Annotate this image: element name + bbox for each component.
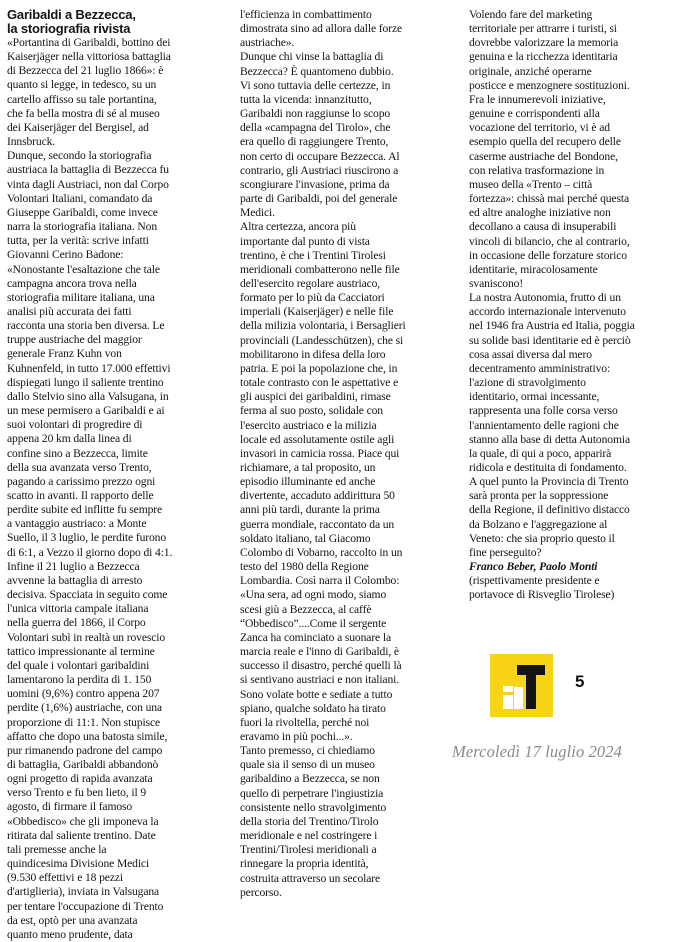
article-text-line: dimostrata sino ad allora dalle forze [240, 22, 402, 36]
article-text-line: era quello di raggiungere Trento, [240, 135, 389, 149]
article-text-line: per tentare l'occupazione di Trento [7, 899, 164, 913]
article-text-line: La nostra Autonomia, frutto di un [469, 291, 621, 305]
article-text-line: proporzione di 11:1. Non stupisce [7, 715, 161, 729]
article-text-line: l'unica vittoria campale italiana [7, 602, 149, 616]
logo-i-dot [503, 686, 513, 692]
article-text-line: (9.530 effettivi e 18 pezzi [7, 871, 123, 885]
article-column-1 [7, 8, 230, 942]
article-text-line: stanno alla base di detta Autonomia [469, 432, 630, 446]
article-text-line: della Regione, il definitivo distacco [469, 503, 630, 517]
article-text-line: a vantaggio austriaco: a Monte [7, 517, 147, 531]
article-text-line: A quel punto la Provincia di Trento [469, 475, 629, 489]
article-text-line: quanto meno prudente, data [7, 927, 133, 941]
article-text-line: Medici. [240, 206, 275, 220]
article-column-1-text [7, 36, 230, 942]
article-text-line: museo della «Trento – città [469, 177, 593, 191]
article-text-line: ritirata dal saliente trentino. Date [7, 828, 156, 842]
article-text-line: ogni progetto di rapida avanzata [7, 772, 153, 786]
article-text-line: Trentini/Tirolesi meridionali a [240, 843, 377, 857]
article-text-line: garibaldino a Bezzecca, se non [240, 772, 380, 786]
article-text-line: Giovanni Cerino Badone: [7, 248, 124, 262]
article-text-line: consistente nello stravolgimento [240, 800, 387, 814]
article-text-line: agosto, di firmare il famoso [7, 800, 133, 814]
article-text-line: pur rimanendo padrone del campo [7, 743, 163, 757]
article-text-line: soldato italiano, tal Giacomo [240, 531, 371, 545]
article-text-line: quale sia il senso di un museo [240, 758, 375, 772]
article-text-line: verso Trento e fu ben lieto, il 9 [7, 786, 147, 800]
article-text-line: posticce e menzognere sostituzioni. [469, 78, 630, 92]
article-text-line: dell'esercito regolare austriaco, [240, 276, 381, 290]
article-text-line: tali premesse anche la [7, 842, 107, 856]
article-text-line: gli auspici dei garibaldini, rimase [240, 390, 391, 404]
article-text-line: eravamo in più pochi...». [240, 729, 353, 743]
article-text-line: con relativa trasformazione in [469, 163, 605, 177]
article-text-line: svaniscono! [469, 276, 524, 290]
article-text-line: Veneto: che sia proprio questo il [469, 531, 615, 545]
article-text-line: genuine e corrispondenti alla [469, 107, 600, 121]
article-text-line: analisi più accurata dei fatti [7, 304, 132, 318]
logo-t-bar [517, 665, 545, 675]
article-text-line: non certo di occupare Bezzecca. Al [240, 149, 400, 163]
article-text-line: di Bezzecca del 21 luglio 1866»: è [7, 64, 164, 78]
article-text-line: testo del 1980 della Regione [240, 560, 369, 574]
article-text-line: l'azione di stravolgimento [469, 376, 586, 390]
article-text-line: invasori in camicia rossa. Piace qui [240, 446, 400, 460]
article-column-2 [240, 8, 458, 900]
article-text-line: vincoli di bilancio, che al contrario, [469, 234, 630, 248]
article-text-line: meridionali combatterono nelle file [240, 262, 400, 276]
article-text-line: su solide basi identitarie ed è perciò [469, 333, 631, 347]
article-title [7, 8, 230, 36]
article-signature: Franco Beber, Paolo Monti [469, 560, 598, 574]
article-text-line: tutta la vicenda: innanzitutto, [240, 92, 372, 106]
article-column-2-text [240, 8, 458, 900]
article-text-line: parte di Garibaldi, poi del generale [240, 192, 398, 206]
article-text-line: cartello affisso su tale portantina, [7, 92, 157, 106]
article-text-line: importante dal punto di vista [240, 234, 370, 248]
article-text-line: avvenne la battaglia di arresto [7, 573, 143, 587]
article-text-line: lamentarono la perdita di 1. 150 [7, 673, 152, 687]
article-text-line: provinciali (Landesschützen), che si [240, 333, 404, 347]
article-text-line: quello di perpetrare l'ingiustizia [240, 786, 384, 800]
article-text-line: formato per lo più da Cacciatori [240, 291, 385, 305]
article-text-line: «Una sera, ad ogni modo, siamo [240, 588, 387, 602]
article-text-line: guerra mondiale, raccontato da un [240, 517, 395, 531]
article-text-line: dei Kaiserjäger del Bergisel, ad [7, 120, 149, 134]
article-text-line: fortezza»: chissà mai perché questa [469, 192, 629, 206]
article-text-line: perdite (1,6%) austriache, con una [7, 701, 162, 715]
article-text-line: truppe austriache del maggior [7, 333, 142, 347]
article-text-line: imperiali (Kaiserjäger) e nelle file [240, 305, 394, 319]
logo-t-stem [526, 675, 536, 709]
article-text-line: decentramento amministrativo: [469, 361, 611, 375]
logo-l-stem [514, 687, 523, 709]
article-text-line: l'esercito austriaco e la milizia [240, 418, 377, 432]
article-text-line: suoi volontari di progredire di [7, 418, 143, 432]
article-text-line: esempio quella del recupero delle [469, 135, 621, 149]
article-text-line: perdite subite ed inflitte fu sempre [7, 503, 163, 517]
article-text-line: l'annientamento delle ragioni che [469, 418, 619, 432]
article-text-line: accordo internazionale intervenuto [469, 305, 626, 319]
article-text-line: l'efficienza in combattimento [240, 8, 372, 21]
article-text-line: trentino, è che i Trentini Tirolesi [240, 248, 386, 262]
article-text-line: nella guerra del 1866, il Corpo [7, 616, 146, 630]
article-text-line: scesi giù a Bezzecca, al caffè [240, 602, 372, 616]
article-text-line: un mese permisero a Garibaldi e ai [7, 404, 165, 418]
article-text-line: caserme austriache del Bondone, [469, 149, 618, 163]
article-text-line: affatto che dopo una batosta simile, [7, 729, 168, 743]
article-text-line: richiamare, a tal proposito, un [240, 461, 376, 474]
article-text-line: Garibaldi non raggiunse lo scopo [240, 107, 391, 121]
article-text-line: Volendo fare del marketing [469, 8, 593, 21]
article-text-line: ridicola e destituita di fondamento. [469, 461, 627, 474]
article-text-line: tattico impressionante al termine [7, 644, 155, 658]
article-text-line: Kuhnenfeld, in tutto 17.000 effettivi [7, 361, 171, 375]
article-text-line: Dunque chi vinse la battaglia di [240, 50, 384, 64]
article-text-line: Zanca ha cominciato a suonare la [240, 630, 391, 644]
article-text-line: della milizia volontaria, i Bersaglieri [240, 319, 406, 333]
article-text-line: generale Franz Kuhn von [7, 347, 122, 361]
article-text-line: «Portantina di Garibaldi, bottino dei [7, 36, 171, 49]
article-text-line: ferma al suo posto, solidale con [240, 404, 383, 418]
article-text-line: Colombo di Vobarno, raccolto in un [240, 545, 403, 559]
article-text-line: decisiva. Spacciata in seguito come [7, 588, 168, 602]
article-text-line: vocazione del territorio, vi è ad [469, 121, 610, 135]
article-text-line: rappresenta una folle corsa verso [469, 404, 618, 418]
article-text-line: episodio illuminante ed anche [240, 475, 376, 489]
article-text-line: dallo Stelvio sino alla Valsugana, in [7, 389, 169, 403]
article-text-line: Altra certezza, ancora più [240, 220, 356, 234]
article-text-line: «Nonostante l'esaltazione che tale [7, 262, 160, 276]
article-text-line: di 6:1, a Vezzo il giorno dopo di 4:1. [7, 545, 173, 559]
article-text-line: ed altre analoghe iniziative non [469, 206, 611, 220]
article-text-line: locale ed assolutamente ostile agli [240, 432, 395, 446]
article-text-line: quanto si legge, in tedesco, su un [7, 78, 157, 92]
article-text-line: divertente, accaduto addirittura 50 [240, 489, 395, 503]
article-text-line: Innsbruck. [7, 135, 56, 149]
article-text-line: patria. E poi la popolazione che, in [240, 361, 398, 375]
article-text-line: territoriale per attrarre i turisti, si [469, 22, 617, 36]
article-text-line: da est, optò per una avanzata [7, 913, 138, 927]
article-text-line: totale contrasto con le aspettative e [240, 376, 399, 390]
article-text-line: si sentivano austriaci e non italiani. [240, 673, 399, 687]
il-t-logo-icon [490, 654, 553, 717]
article-text-line: la quale, di qui a poco, apparirà [469, 446, 612, 460]
article-title-line-2: la storiografia rivista [7, 21, 131, 36]
article-text-line: Volontari Italiani, comandato da [7, 191, 153, 205]
article-text-line: Kaiserjäger nella vittoriosa battaglia [7, 50, 171, 64]
article-text-line: del quale i volontari garibaldini [7, 658, 150, 672]
article-text-line: rinnegare la propria identità, [240, 857, 369, 871]
article-text-line: da Bolzano e l'aggregazione al [469, 517, 608, 531]
article-text-line: racconta una storia ben diversa. Le [7, 319, 165, 333]
signature-note-line-1: (rispettivamente presidente e [469, 574, 600, 588]
article-text-line: Sono volate botte e sediate a tutto [240, 687, 393, 701]
article-text-line: Dunque, secondo la storiografia [7, 149, 152, 163]
article-text-line: Vi sono tuttavia delle certezze, in [240, 78, 391, 92]
article-text-line: scatto in avanti. Il rapporto delle [7, 489, 154, 502]
publication-date: Mercoledì 17 luglio 2024 [452, 742, 622, 761]
article-title-line-1: Garibaldi a Bezzecca, [7, 7, 136, 22]
article-text-line: identitario, ormai incessante, [469, 390, 600, 404]
article-text-line: uomini (9,6%) contro appena 207 [7, 687, 160, 701]
article-text-line: Giuseppe Garibaldi, come invece [7, 205, 158, 219]
article-text-line: fuori la rivoltella, perché noi [240, 715, 370, 729]
article-text-line: dovrebbe valorizzare la memoria [469, 36, 619, 50]
article-text-line: campagna ancora trova nella [7, 276, 137, 290]
page-number: 5 [575, 672, 585, 691]
article-column-3-text [469, 8, 681, 560]
article-text-line: percorso. [240, 885, 282, 899]
article-text-line: austriaca la battaglia di Bezzecca fu [7, 163, 169, 177]
article-text-line: pagando a carissimo prezzo ogni [7, 474, 156, 488]
article-text-line: meridionale e nel costringere i [240, 829, 378, 843]
article-text-line: scongiurare l'invasione, prima da [240, 177, 390, 191]
article-text-line: sarà pronta per la soppressione [469, 489, 609, 503]
article-text-line: narra la storiografia italiana. Non [7, 220, 157, 234]
article-text-line: contrario, gli Austriaci riuscirono a [240, 163, 399, 177]
article-text-line: Volontari subì in realtà un rovescio [7, 630, 166, 644]
article-text-line: in occasione delle forzature storico [469, 248, 627, 262]
article-text-line: che fa bella mostra di sé al museo [7, 106, 160, 120]
article-text-line: di battaglia, Garibaldi abbandonò [7, 757, 159, 771]
article-text-line: Infine il 21 luglio a Bezzecca [7, 559, 140, 573]
article-text-line: quindicesima Divisione Medici [7, 857, 150, 871]
article-text-line: Bezzecca? È quantomeno dubbio. [240, 64, 394, 78]
signature-note-line-2: portavoce di Risveglio Tirolese) [469, 588, 615, 602]
article-text-line: austriache». [240, 36, 295, 50]
article-text-line: fine perseguito? [469, 545, 542, 559]
article-text-line: successo il disastro, perché quelli là [240, 659, 402, 673]
article-text-line: marcia reale e l'inno di Garibaldi, è [240, 645, 399, 659]
article-text-line: Fra le innumerevoli iniziative, [469, 92, 606, 106]
article-text-line: della sua avanzata verso Trento, [7, 460, 152, 474]
article-text-line: «Obbedisco» che gli imponeva la [7, 814, 159, 828]
article-text-line: Lombardia. Così narra il Colombo: [240, 574, 400, 588]
article-text-line: anni più tardi, durante la prima [240, 503, 380, 517]
article-text-line: cosa assai diversa dal mero [469, 347, 592, 361]
article-text-line: vinta dagli Austriaci, non dal Corpo [7, 177, 169, 191]
article-text-line: Tanto premesso, ci chiediamo [240, 744, 375, 758]
article-text-line: appena 20 km dalla linea di [7, 432, 132, 446]
article-text-line: confine sino a Bezzecca, limite [7, 446, 148, 460]
article-text-line: tutta, per la verità: scrive infatti [7, 234, 149, 248]
article-text-line: dispiegati lungo il saliente trentino [7, 375, 164, 389]
article-text-line: della «campagna del Tirolo», che [240, 121, 391, 135]
article-text-line: decollano a causa di insuperabili [469, 220, 617, 234]
article-text-line: d'artiglieria), inviata in Valsugana [7, 885, 160, 899]
article-text-line: genuina e la ricchezza identitaria [469, 50, 618, 64]
article-text-line: originale, anziché operarne [469, 64, 592, 78]
logo-i-stem [503, 695, 513, 709]
article-text-line: costruita attraverso un secolare [240, 871, 381, 885]
article-text-line: identitarie, miracolosamente [469, 262, 598, 276]
article-text-line: spiano, qualche soldato ha tirato [240, 701, 386, 715]
article-text-line: “Obbedisco”....Come il sergente [240, 616, 387, 630]
article-text-line: Suello, il 3 luglio, le perdite furono [7, 531, 167, 545]
article-text-line: della storia del Trentino/Tirolo [240, 814, 379, 828]
article-text-line: nel 1946 fra Austria ed Italia, poggia [469, 319, 635, 333]
article-text-line: mobilitarono in difesa della loro [240, 347, 386, 361]
article-text-line: storiografia militare italiana, una [7, 290, 155, 304]
article-column-3 [469, 8, 681, 603]
